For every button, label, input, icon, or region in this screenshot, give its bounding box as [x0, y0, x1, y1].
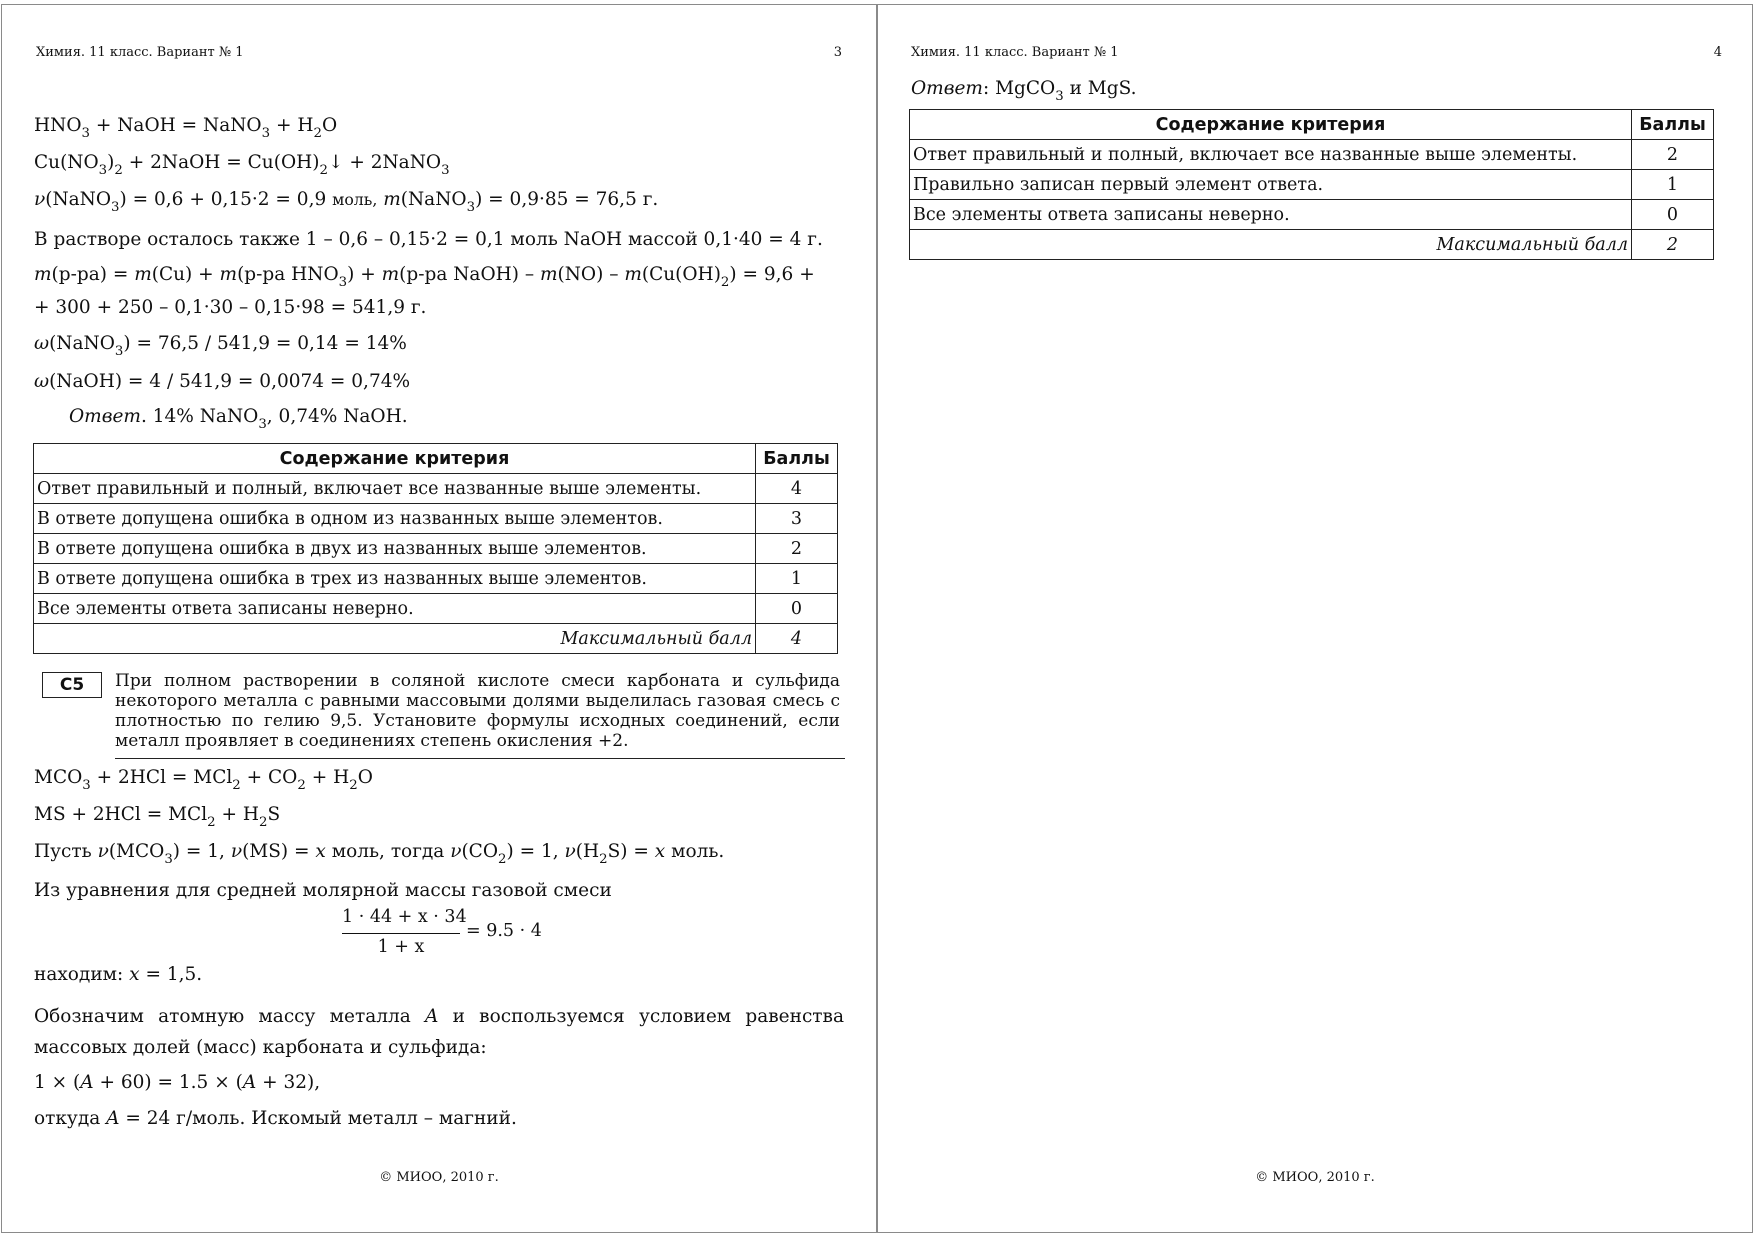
table-header-row: [910, 110, 1714, 140]
task-divider: [115, 758, 845, 759]
table-row: В ответе допущена ошибка в двух из названных выше элементов. 2: [34, 534, 838, 564]
equation-hno3-naoh: $HNO_3$ + NaOH = NaNO$_3$ + $H_2O$: [34, 115, 338, 141]
let-statement: Пусть $\nu(MCO_3) = 1$, ν(MS) = x моль, тогда $\nu(CO_2) = 1$, $\nu(H_2S) = x$ моль.: [34, 841, 725, 867]
criteria-table: [909, 109, 1714, 260]
table-row: Все элементы ответа записаны неверно. 0: [910, 200, 1714, 230]
fraction-rhs: = 9.5 · 4: [466, 921, 542, 941]
table-row: Все элементы ответа записаны неверно. 0: [34, 594, 838, 624]
header-points: Баллы: [756, 444, 838, 474]
criteria-table: [33, 443, 838, 654]
answer-line: Ответ: MgCO$_3$ и MgS.: [911, 78, 1137, 104]
header-criterion: Содержание критерия: [910, 110, 1632, 140]
fraction-denominator: 1 + x: [377, 937, 425, 957]
page-header: Химия. 11 класс. Вариант № 1: [911, 45, 1119, 60]
fraction-numerator: 1 · 44 + x · 34: [342, 907, 467, 927]
page-4: [877, 4, 1753, 1233]
calc-solution-mass-cont: + 300 + 250 – 0,1·30 – 0,15·98 = 541,9 г.: [34, 297, 427, 318]
page-footer: © МИОО, 2010 г.: [1255, 1170, 1375, 1185]
fraction-bar: [342, 933, 460, 934]
header-points: Баллы: [1632, 110, 1714, 140]
metal-result: откуда A = 24 г/моль. Искомый металл – магний.: [34, 1108, 517, 1129]
mass-equation: 1 × (A + 60) = 1.5 × (A + 32),: [34, 1072, 321, 1093]
remaining-naoh: В растворе осталось также 1 – 0,6 – 0,15·2 = 0,1 моль NaOH массой 0,1·40 = 4 г.: [34, 229, 823, 250]
atomic-mass-paragraph: Обозначим атомную массу металла A и воспользуемся условием равенства массовых долей (масс) карбоната и сульфида:: [34, 1006, 844, 1058]
table-header-row: [34, 444, 838, 474]
table-row: В ответе допущена ошибка в одном из названных выше элементов. 3: [34, 504, 838, 534]
task-c5-text: При полном растворении в соляной кислоте смеси карбоната и сульфида некоторого металла с равными массовыми долями выделилась газовая смесь с плотностью по гелию 9,5. Установите формулы исходных соединений, если металл проявляет в соединениях степень окисления +2.: [115, 671, 840, 751]
table-max-row: Максимальный балл 4: [34, 624, 838, 654]
page-header: Химия. 11 класс. Вариант № 1: [36, 45, 244, 60]
table-row: В ответе допущена ошибка в трех из названных выше элементов. 1: [34, 564, 838, 594]
equation-mco3: $MCO_3 + 2HCl = MCl_2 + CO_2 + H_2O$: [34, 767, 373, 793]
page-footer: © МИОО, 2010 г.: [379, 1170, 499, 1185]
equation-cu-no3: $Cu(NO_3)_2$ + 2NaOH = $Cu(OH)_2↓$ + 2NaNO$_3$: [34, 152, 450, 178]
table-max-row: Максимальный балл 2: [910, 230, 1714, 260]
table-row: Ответ правильный и полный, включает все названные выше элементы. 2: [910, 140, 1714, 170]
page-3: [1, 4, 877, 1233]
table-row: Правильно записан первый элемент ответа. 1: [910, 170, 1714, 200]
calc-nano3: ν(NaNO$_3$) = 0,6 + 0,15·2 = 0,9 моль, m(NaNO$_3$) = 0,9·85 = 76,5 г.: [34, 189, 659, 215]
fraction-naoh: ω(NaOH) = 4 / 541,9 = 0,0074 = 0,74%: [34, 371, 411, 392]
task-label-c5: C5: [42, 672, 102, 698]
fraction-nano3: ω(NaNO$_3$) = 76,5 / 541,9 = 0,14 = 14%: [34, 333, 407, 359]
calc-solution-mass: m(р-ра) = m(Cu) + m(р-ра $HNO_3) + m(р-ра$ NaOH) – $m(NO) - m(Cu(OH)_2) = 9,6$ +: [34, 264, 815, 290]
answer-line: Ответ. 14% NaNO$_3$, 0,74% NaOH.: [69, 406, 408, 432]
molar-mass-intro: Из уравнения для средней молярной массы газовой смеси: [34, 880, 612, 901]
equation-ms: MS + $2HCl = MCl_2 + H_2S$: [34, 804, 281, 830]
x-result: находим: x = 1,5.: [34, 964, 203, 985]
table-row: Ответ правильный и полный, включает все названные выше элементы. 4: [34, 474, 838, 504]
page-number: 4: [1713, 45, 1722, 60]
page-number: 3: [833, 45, 842, 60]
header-criterion: Содержание критерия: [34, 444, 756, 474]
